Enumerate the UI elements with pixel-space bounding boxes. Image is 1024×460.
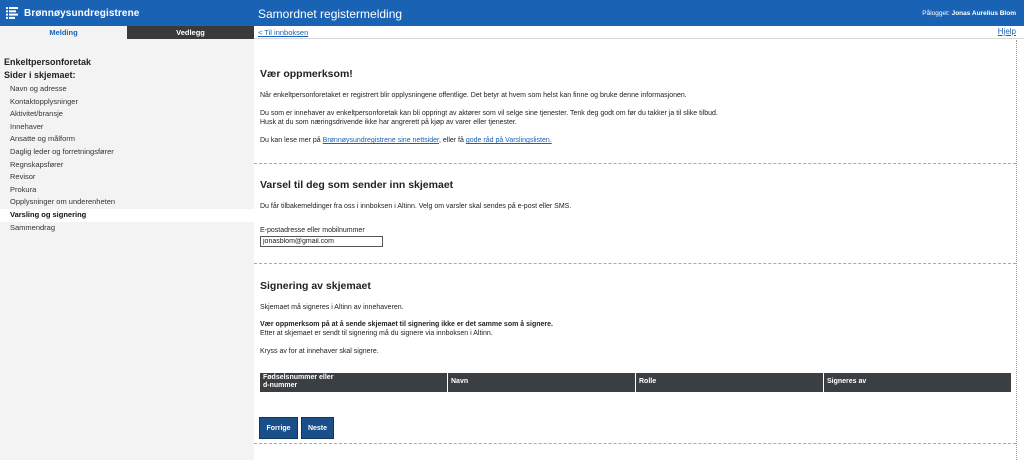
sidebar-item-sammendrag[interactable]: Sammendrag — [10, 222, 56, 232]
column-rolle[interactable]: Rolle — [636, 373, 824, 392]
brreg-logo-icon — [6, 7, 18, 19]
sidebar — [0, 39, 254, 460]
notice-paragraph-3 — [260, 137, 1000, 146]
signering-warning: Vær oppmerksom på at å sende skjemaet til signering ikke er det samme som å signere. — [260, 321, 553, 328]
signering-paragraph-3: Kryss av for at innehaver skal signere. — [260, 348, 379, 355]
varsel-section — [254, 164, 1016, 264]
help-link[interactable]: Hjelp — [997, 27, 1016, 36]
main-content — [254, 40, 1024, 460]
column-navn[interactable]: Navn — [448, 373, 636, 392]
sidebar-item-underenheten[interactable]: Opplysninger om underenheten — [10, 197, 116, 207]
pages-heading: Sider i skjemaet: — [4, 70, 76, 80]
signering-section — [254, 264, 1016, 444]
contact-field-label: E-postadresse eller mobilnummer — [260, 227, 365, 234]
brreg-website-link[interactable]: Brønnøysundregistrene sine nettsider — [322, 137, 439, 144]
signering-paragraph-2 — [260, 321, 1000, 338]
logo-text: Brønnøysundregistrene — [24, 7, 140, 19]
form-tabs — [0, 26, 254, 39]
sidebar-item-prokura[interactable]: Prokura — [10, 184, 37, 194]
notice-title: Vær oppmerksom! — [260, 68, 353, 80]
signering-instruction: Etter at skjemaet er sendt til signering må du signere via innboksen i Altinn. — [260, 329, 493, 337]
notice-paragraph-1: Når enkeltpersonforetaket er registrert blir opplysningene offentlige. Det betyr at hvem som helst kan finne og bruke denne informasjonen. — [260, 92, 687, 99]
sidebar-item-navn-og-adresse[interactable]: Navn og adresse — [10, 84, 67, 93]
contact-input[interactable] — [260, 236, 383, 247]
notice-section — [254, 40, 1016, 164]
login-label: Pålogget: — [922, 10, 950, 17]
column-signeres-av[interactable]: Signeres av — [827, 378, 867, 385]
previous-button[interactable]: Forrige — [259, 417, 298, 439]
sidebar-item-revisor[interactable]: Revisor — [10, 172, 36, 182]
sidebar-item-ansatte-og-malform[interactable]: Ansatte og målform — [10, 134, 76, 144]
varslingslisten-link[interactable]: gode råd på Varslingslisten. — [465, 137, 552, 144]
varsel-description: Du får tilbakemeldinger fra oss i innboksen i Altinn. Velg om varsler skal sendes på e-post eller SMS. — [260, 203, 572, 210]
signering-title: Signering av skjemaet — [260, 280, 371, 292]
top-bar — [0, 0, 1024, 26]
org-type-title: Enkeltpersonforetak — [4, 57, 92, 67]
notice-p3-middle: , eller få — [439, 137, 466, 144]
sidebar-item-aktivitet-bransje[interactable]: Aktivitet/bransje — [10, 109, 63, 119]
notice-p3-prefix: Du kan lese mer på — [260, 137, 323, 144]
sidebar-item-regnskapsforer[interactable]: Regnskapsfører — [10, 159, 64, 169]
page-list — [0, 83, 254, 234]
notice-paragraph-2 — [260, 110, 1000, 127]
sidebar-item-innehaver[interactable]: Innehaver — [10, 121, 44, 131]
notice-paragraph-2-line-1: Du som er innehaver av enkeltpersonforetak kan bli oppringt av aktører som vil selge sine tjenester. Tenk deg godt om før du takker ja til slike tilbud. — [260, 110, 718, 117]
login-info — [922, 10, 1016, 17]
back-to-inbox-link[interactable]: < Til innboksen — [258, 28, 309, 37]
signers-table-header — [260, 373, 1011, 392]
signering-paragraph-1: Skjemaet må signeres i Altinn av innehaveren. — [260, 304, 404, 311]
notice-paragraph-2-line-2: Husk at du som næringsdrivende ikke har angrerett på kjøp av varer eller tjenester. — [260, 118, 517, 126]
varsel-title: Varsel til deg som sender inn skjemaet — [260, 179, 454, 191]
sidebar-item-kontaktopplysninger[interactable]: Kontaktopplysninger — [10, 96, 78, 106]
sidebar-item-daglig-leder[interactable]: Daglig leder og forretningsfører — [10, 146, 114, 156]
sub-bar — [254, 26, 1024, 39]
brreg-logo[interactable] — [6, 6, 139, 20]
sidebar-item-varsling-og-signering[interactable]: Varsling og signering — [0, 209, 254, 222]
app-title: Samordnet registermelding — [258, 7, 403, 21]
tab-vedlegg[interactable]: Vedlegg — [127, 26, 254, 39]
tab-melding[interactable]: Melding — [0, 26, 127, 39]
login-user: Jonas Aurelius Blom — [951, 10, 1016, 17]
column-fodselsnummer[interactable]: Fødselsnummer eller d-nummer — [260, 373, 448, 392]
next-button[interactable]: Neste — [301, 417, 334, 439]
